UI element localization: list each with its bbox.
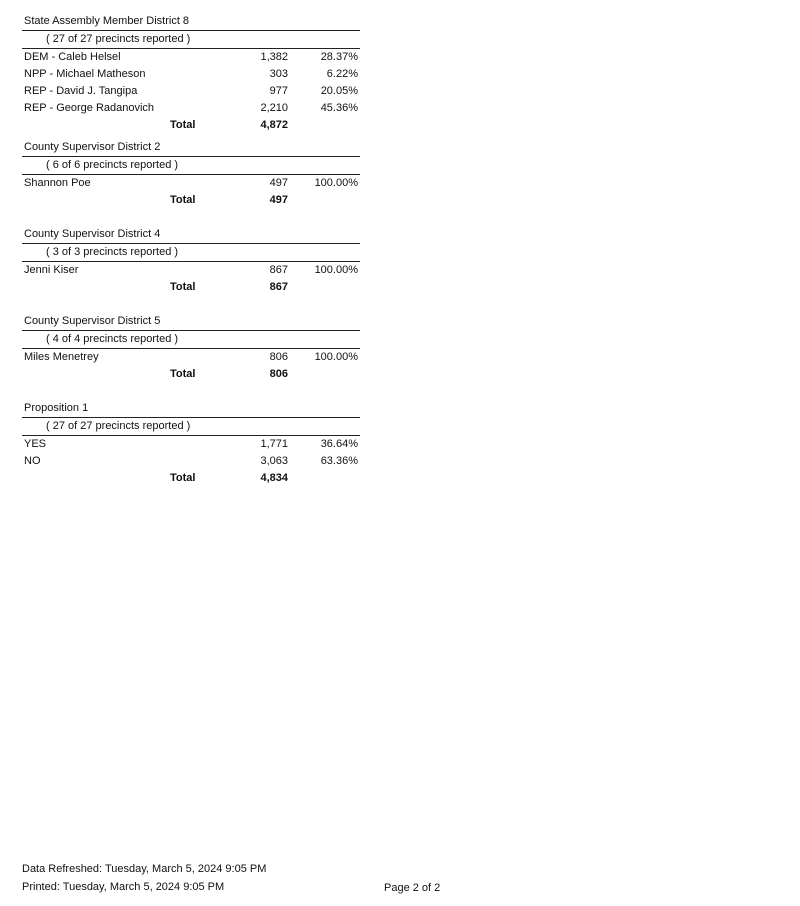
vote-percent: 100.00% xyxy=(314,177,358,189)
candidate-name: REP - George Radanovich xyxy=(24,102,155,114)
contest-title: State Assembly Member District 8 xyxy=(22,14,360,31)
contest-county-supervisor-district-2 xyxy=(22,140,360,209)
precincts-reported: ( 27 of 27 precincts reported ) xyxy=(22,31,360,49)
contest-proposition-1 xyxy=(22,401,360,487)
result-row xyxy=(22,262,360,279)
candidate-name: Jenni Kiser xyxy=(24,264,79,276)
vote-count: 977 xyxy=(269,85,288,97)
vote-count: 1,771 xyxy=(260,438,288,450)
contest-title: County Supervisor District 4 xyxy=(22,227,360,244)
precincts-reported: ( 4 of 4 precincts reported ) xyxy=(22,331,360,349)
precincts-reported: ( 6 of 6 precincts reported ) xyxy=(22,157,360,175)
vote-count: 3,063 xyxy=(260,455,288,467)
vote-percent: 63.36% xyxy=(320,455,358,467)
total-label: Total xyxy=(170,368,196,380)
vote-percent: 20.05% xyxy=(320,85,358,97)
data-refreshed-timestamp: Data Refreshed: Tuesday, March 5, 2024 9:05 PM xyxy=(22,863,267,875)
total-votes: 4,834 xyxy=(260,472,288,484)
result-row xyxy=(22,175,360,192)
total-votes: 497 xyxy=(269,194,288,206)
total-label: Total xyxy=(170,194,196,206)
vote-count: 2,210 xyxy=(260,102,288,114)
page-number: Page 2 of 2 xyxy=(384,882,441,894)
result-row xyxy=(22,100,360,117)
total-row xyxy=(22,117,360,134)
contest-state-assembly-district-8 xyxy=(22,14,360,134)
vote-count: 303 xyxy=(269,68,288,80)
total-row xyxy=(22,366,360,383)
printed-timestamp: Printed: Tuesday, March 5, 2024 9:05 PM xyxy=(22,881,225,893)
candidate-name: DEM - Caleb Helsel xyxy=(24,51,121,63)
precincts-reported: ( 3 of 3 precincts reported ) xyxy=(22,244,360,262)
total-label: Total xyxy=(170,281,196,293)
total-label: Total xyxy=(170,119,196,131)
option-name: NO xyxy=(24,455,41,467)
vote-percent: 45.36% xyxy=(320,102,358,114)
vote-percent: 36.64% xyxy=(320,438,358,450)
total-row xyxy=(22,279,360,296)
vote-count: 497 xyxy=(269,177,288,189)
result-row xyxy=(22,49,360,66)
contest-title: County Supervisor District 2 xyxy=(22,140,360,157)
vote-count: 867 xyxy=(269,264,288,276)
total-votes: 4,872 xyxy=(260,119,288,131)
total-row xyxy=(22,192,360,209)
vote-count: 1,382 xyxy=(260,51,288,63)
contest-county-supervisor-district-5 xyxy=(22,314,360,383)
contest-title: Proposition 1 xyxy=(22,401,360,418)
precincts-reported: ( 27 of 27 precincts reported ) xyxy=(22,418,360,436)
candidate-name: Miles Menetrey xyxy=(24,351,99,363)
result-row xyxy=(22,349,360,366)
vote-percent: 6.22% xyxy=(326,68,358,80)
option-name: YES xyxy=(24,438,47,450)
total-votes: 806 xyxy=(269,368,288,380)
contest-county-supervisor-district-4 xyxy=(22,227,360,296)
candidate-name: REP - David J. Tangipa xyxy=(24,85,138,97)
candidate-name: Shannon Poe xyxy=(24,177,91,189)
result-row xyxy=(22,453,360,470)
total-row xyxy=(22,470,360,487)
candidate-name: NPP - Michael Matheson xyxy=(24,68,146,80)
vote-count: 806 xyxy=(269,351,288,363)
vote-percent: 28.37% xyxy=(320,51,358,63)
result-row xyxy=(22,436,360,453)
vote-percent: 100.00% xyxy=(314,351,358,363)
contest-title: County Supervisor District 5 xyxy=(22,314,360,331)
vote-percent: 100.00% xyxy=(314,264,358,276)
total-label: Total xyxy=(170,472,196,484)
total-votes: 867 xyxy=(269,281,288,293)
result-row xyxy=(22,83,360,100)
result-row xyxy=(22,66,360,83)
